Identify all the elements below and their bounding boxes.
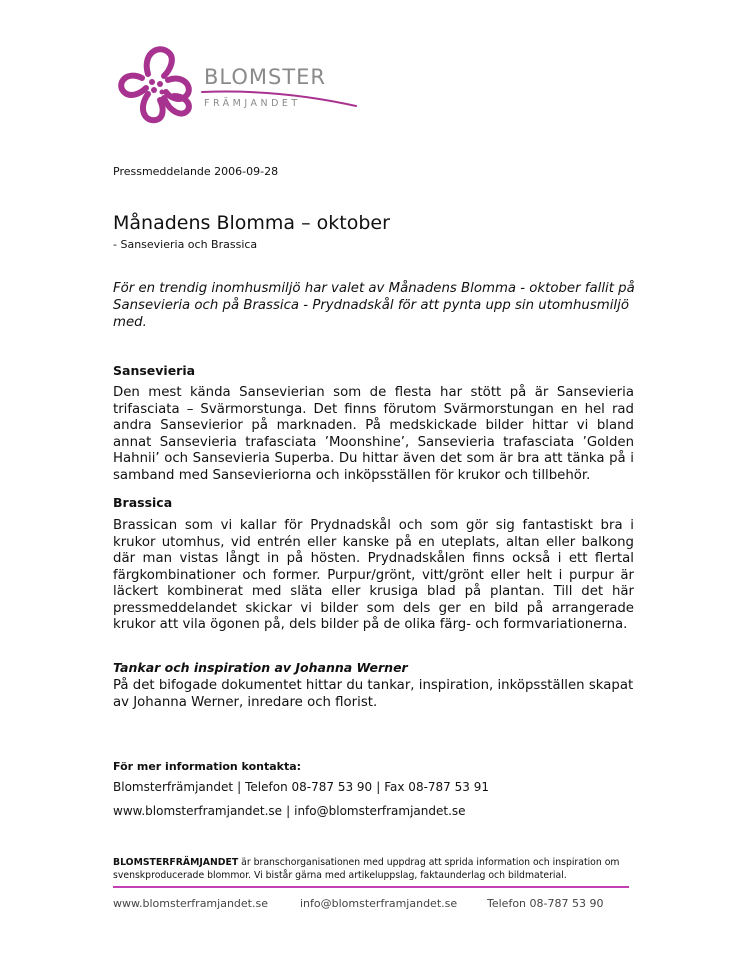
contact-fax: Fax 08-787 53 91 — [384, 780, 489, 794]
separator: | — [237, 780, 242, 794]
footer-about — [113, 856, 633, 882]
section-body-sansevieria: Den mest kända Sansevierian som de flesta har stött på är Sansevieria trifasciata – Svärmorstunga. Det finns förutom Svärmorstungan en hel rad andra Sansevierior på marknaden. På medskickade bilder hittar vi bland annat Sansevieria trafasciata ’Moonshine’, Sansevieria trafasciata ’Golden Hahnii’ och Sansevieria Superba. Du hittar även det som är bra att tänka på i samband med Sansevieriorna och inköpsställen för krukor och tillbehör. — [113, 385, 634, 483]
page-subtitle: - Sansevieria och Brassica — [113, 238, 258, 251]
section-body-tankar: På det bifogade dokumentet hittar du tankar, inspiration, inköpsställen skapat av Johanna Werner, inredare och florist. — [113, 678, 634, 710]
separator: | — [286, 804, 291, 818]
separator: | — [376, 780, 381, 794]
section-heading-brassica: Brassica — [113, 495, 173, 510]
contact-org: Blomsterfrämjandet — [113, 780, 234, 794]
footer-divider — [113, 886, 629, 888]
page-title: Månadens Blomma – oktober — [113, 212, 390, 234]
footer-web-link[interactable]: www.blomsterframjandet.se — [113, 897, 268, 910]
footer-org-name: BLOMSTERFRÄMJANDET — [113, 857, 239, 868]
contact-phone: Telefon 08-787 53 90 — [245, 780, 373, 794]
contact-line-web — [113, 804, 466, 818]
section-heading-sansevieria: Sansevieria — [113, 363, 196, 378]
contact-heading: För mer information kontakta: — [113, 760, 302, 773]
section-heading-tankar: Tankar och inspiration av Johanna Werner — [113, 660, 408, 675]
contact-web-link[interactable]: www.blomsterframjandet.se — [113, 804, 283, 818]
press-release-date: Pressmeddelande 2006-09-28 — [113, 165, 279, 178]
footer-org-text: är branschorganisationen med uppdrag att sprida information och inspiration om svenskproducerade blommor. Vi bistår gärna med artikeluppslag, faktaunderlag och bildmaterial. — [113, 857, 620, 881]
footer-phone: Telefon 08-787 53 90 — [487, 897, 604, 910]
footer-email-link[interactable]: info@blomsterframjandet.se — [300, 897, 458, 910]
logo-wordmark: BLOMSTER — [204, 65, 327, 89]
blomsterframjandet-logo — [112, 40, 362, 130]
section-body-brassica: Brassican som vi kallar för Prydnadskål och som gör sig fantastiskt bra i krukor utomhus, vid entrén eller kanske på en uteplats, altan eller balkong där man vistas långt in på hösten. Prydnadskålen finns också i ett flertal färgkombinationer och former. Purpur/grönt, vitt/grönt eller helt i purpur är läckert kombinerat med släta eller krusiga blad på plantan. Till det här pressmeddelandet skickar vi bilder som dels ger en bild på arrangerade krukor att vila ögonen på, dels bilder på de olika färg- och formvariationerna. — [113, 518, 634, 632]
contact-email-link[interactable]: info@blomsterframjandet.se — [294, 804, 466, 818]
logo-subtitle: FRÄMJANDET — [204, 98, 301, 109]
contact-line-phone — [113, 780, 489, 794]
lead-paragraph: För en trendig inomhusmiljö har valet av Månadens Blomma - oktober fallit på Sansevieria och på Brassica - Prydnadskål för att pynta upp sin utomhusmiljö med. — [113, 281, 635, 330]
